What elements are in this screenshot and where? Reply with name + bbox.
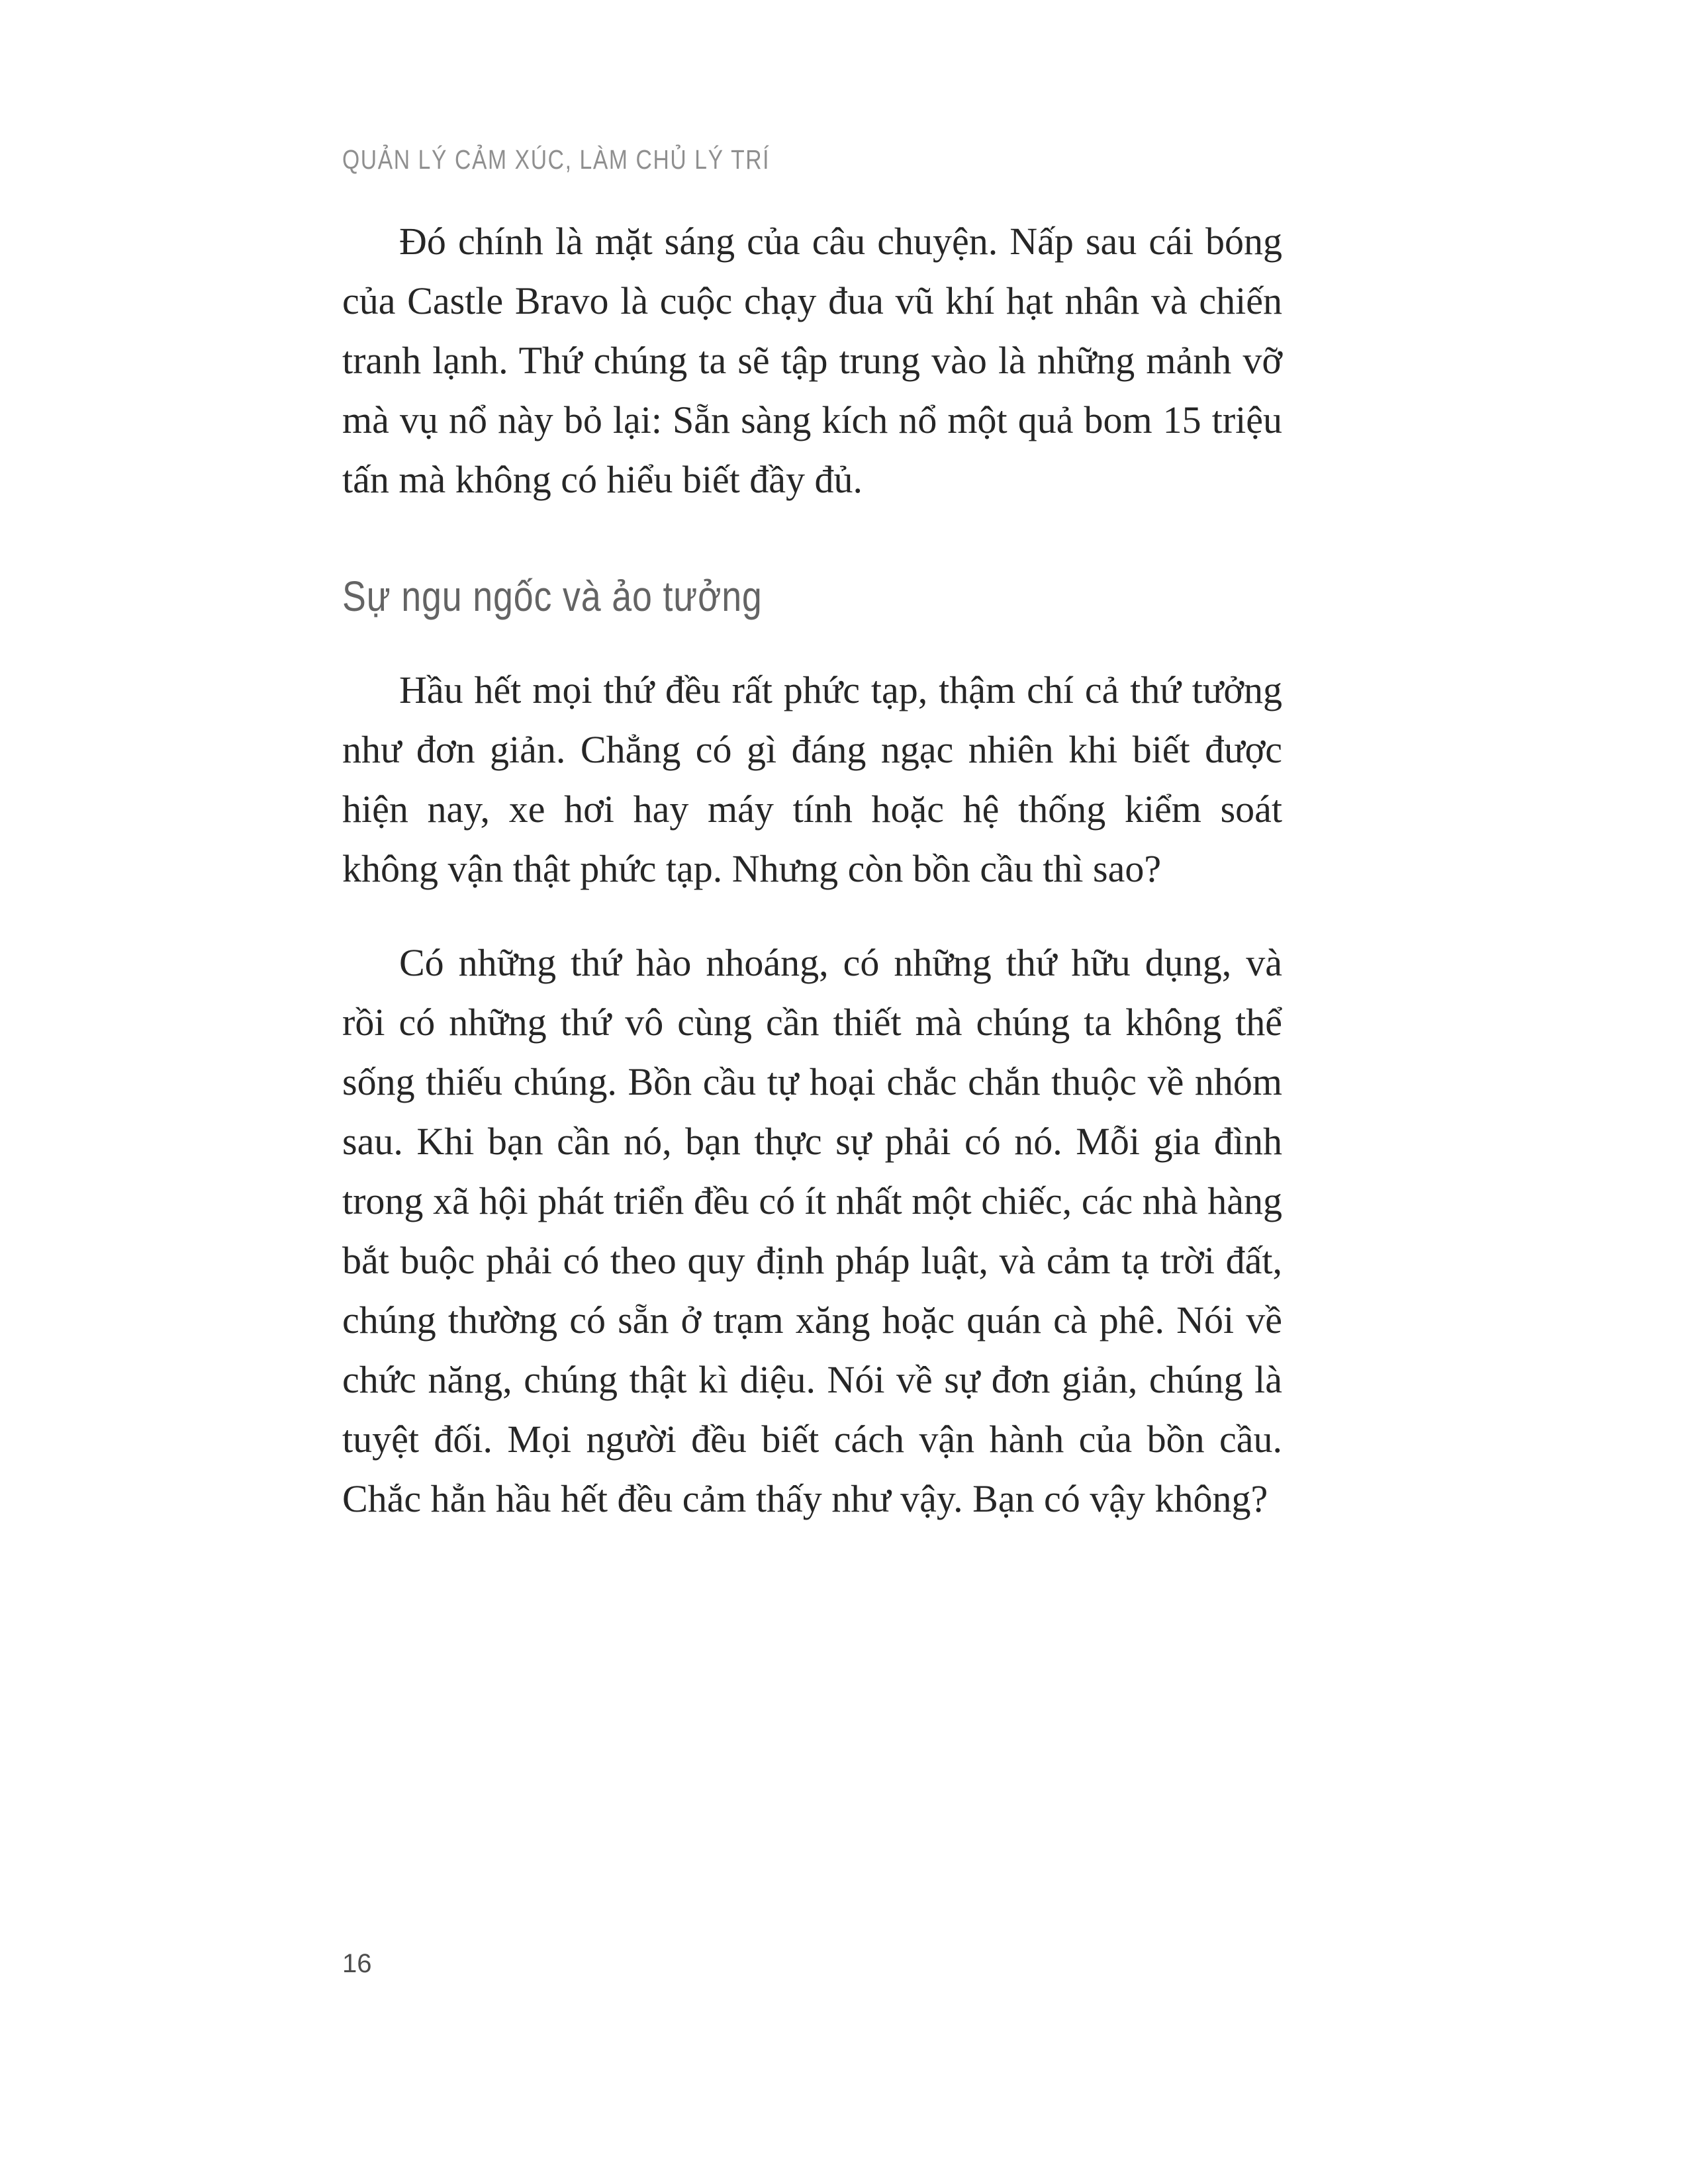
paragraph: Hầu hết mọi thứ đều rất phức tạp, thậm chí cả thứ tưởng như đơn giản. Chẳng có gì đáng ngạc nhiên khi biết được hiện nay, xe hơi hay máy tính hoặc hệ thống kiểm soát không vận thật phức tạp. Nhưng còn bồn cầu thì sao? bbox=[342, 668, 1282, 891]
page-number: 16 bbox=[342, 1949, 372, 1978]
paragraph: Đó chính là mặt sáng của câu chuyện. Nấp sau cái bóng của Castle Bravo là cuộc chạy đua vũ khí hạt nhân và chiến tranh lạnh. Thứ chúng ta sẽ tập trung vào là những mảnh vỡ mà vụ nổ này bỏ lại: Sẵn sàng kích nổ một quả bom 15 triệu tấn mà không có hiểu biết đầy đủ. bbox=[342, 220, 1282, 501]
paragraph: Có những thứ hào nhoáng, có những thứ hữu dụng, và rồi có những thứ vô cùng cần thiết mà chúng ta không thể sống thiếu chúng. Bồn cầu tự hoại chắc chắn thuộc về nhóm sau. Khi bạn cần nó, bạn thực sự phải có nó. Mỗi gia đình trong xã hội phát triển đều có ít nhất một chiếc, các nhà hàng bắt buộc phải có theo quy định pháp luật, và cảm tạ trời đất, chúng thường có sẵn ở trạm xăng hoặc quán cà phê. Nói về chức năng, chúng thật kì diệu. Nói về sự đơn giản, chúng là tuyệt đối. Mọi người đều biết cách vận hành của bồn cầu. Chắc hẳn hầu hết đều cảm thấy như vậy. Bạn có vậy không? bbox=[342, 941, 1282, 1521]
running-header: QUẢN LÝ CẢM XÚC, LÀM CHỦ LÝ TRÍ bbox=[342, 144, 771, 175]
section-heading: Sự ngu ngốc và ảo tưởng bbox=[342, 572, 763, 620]
page-content bbox=[342, 212, 1282, 1563]
